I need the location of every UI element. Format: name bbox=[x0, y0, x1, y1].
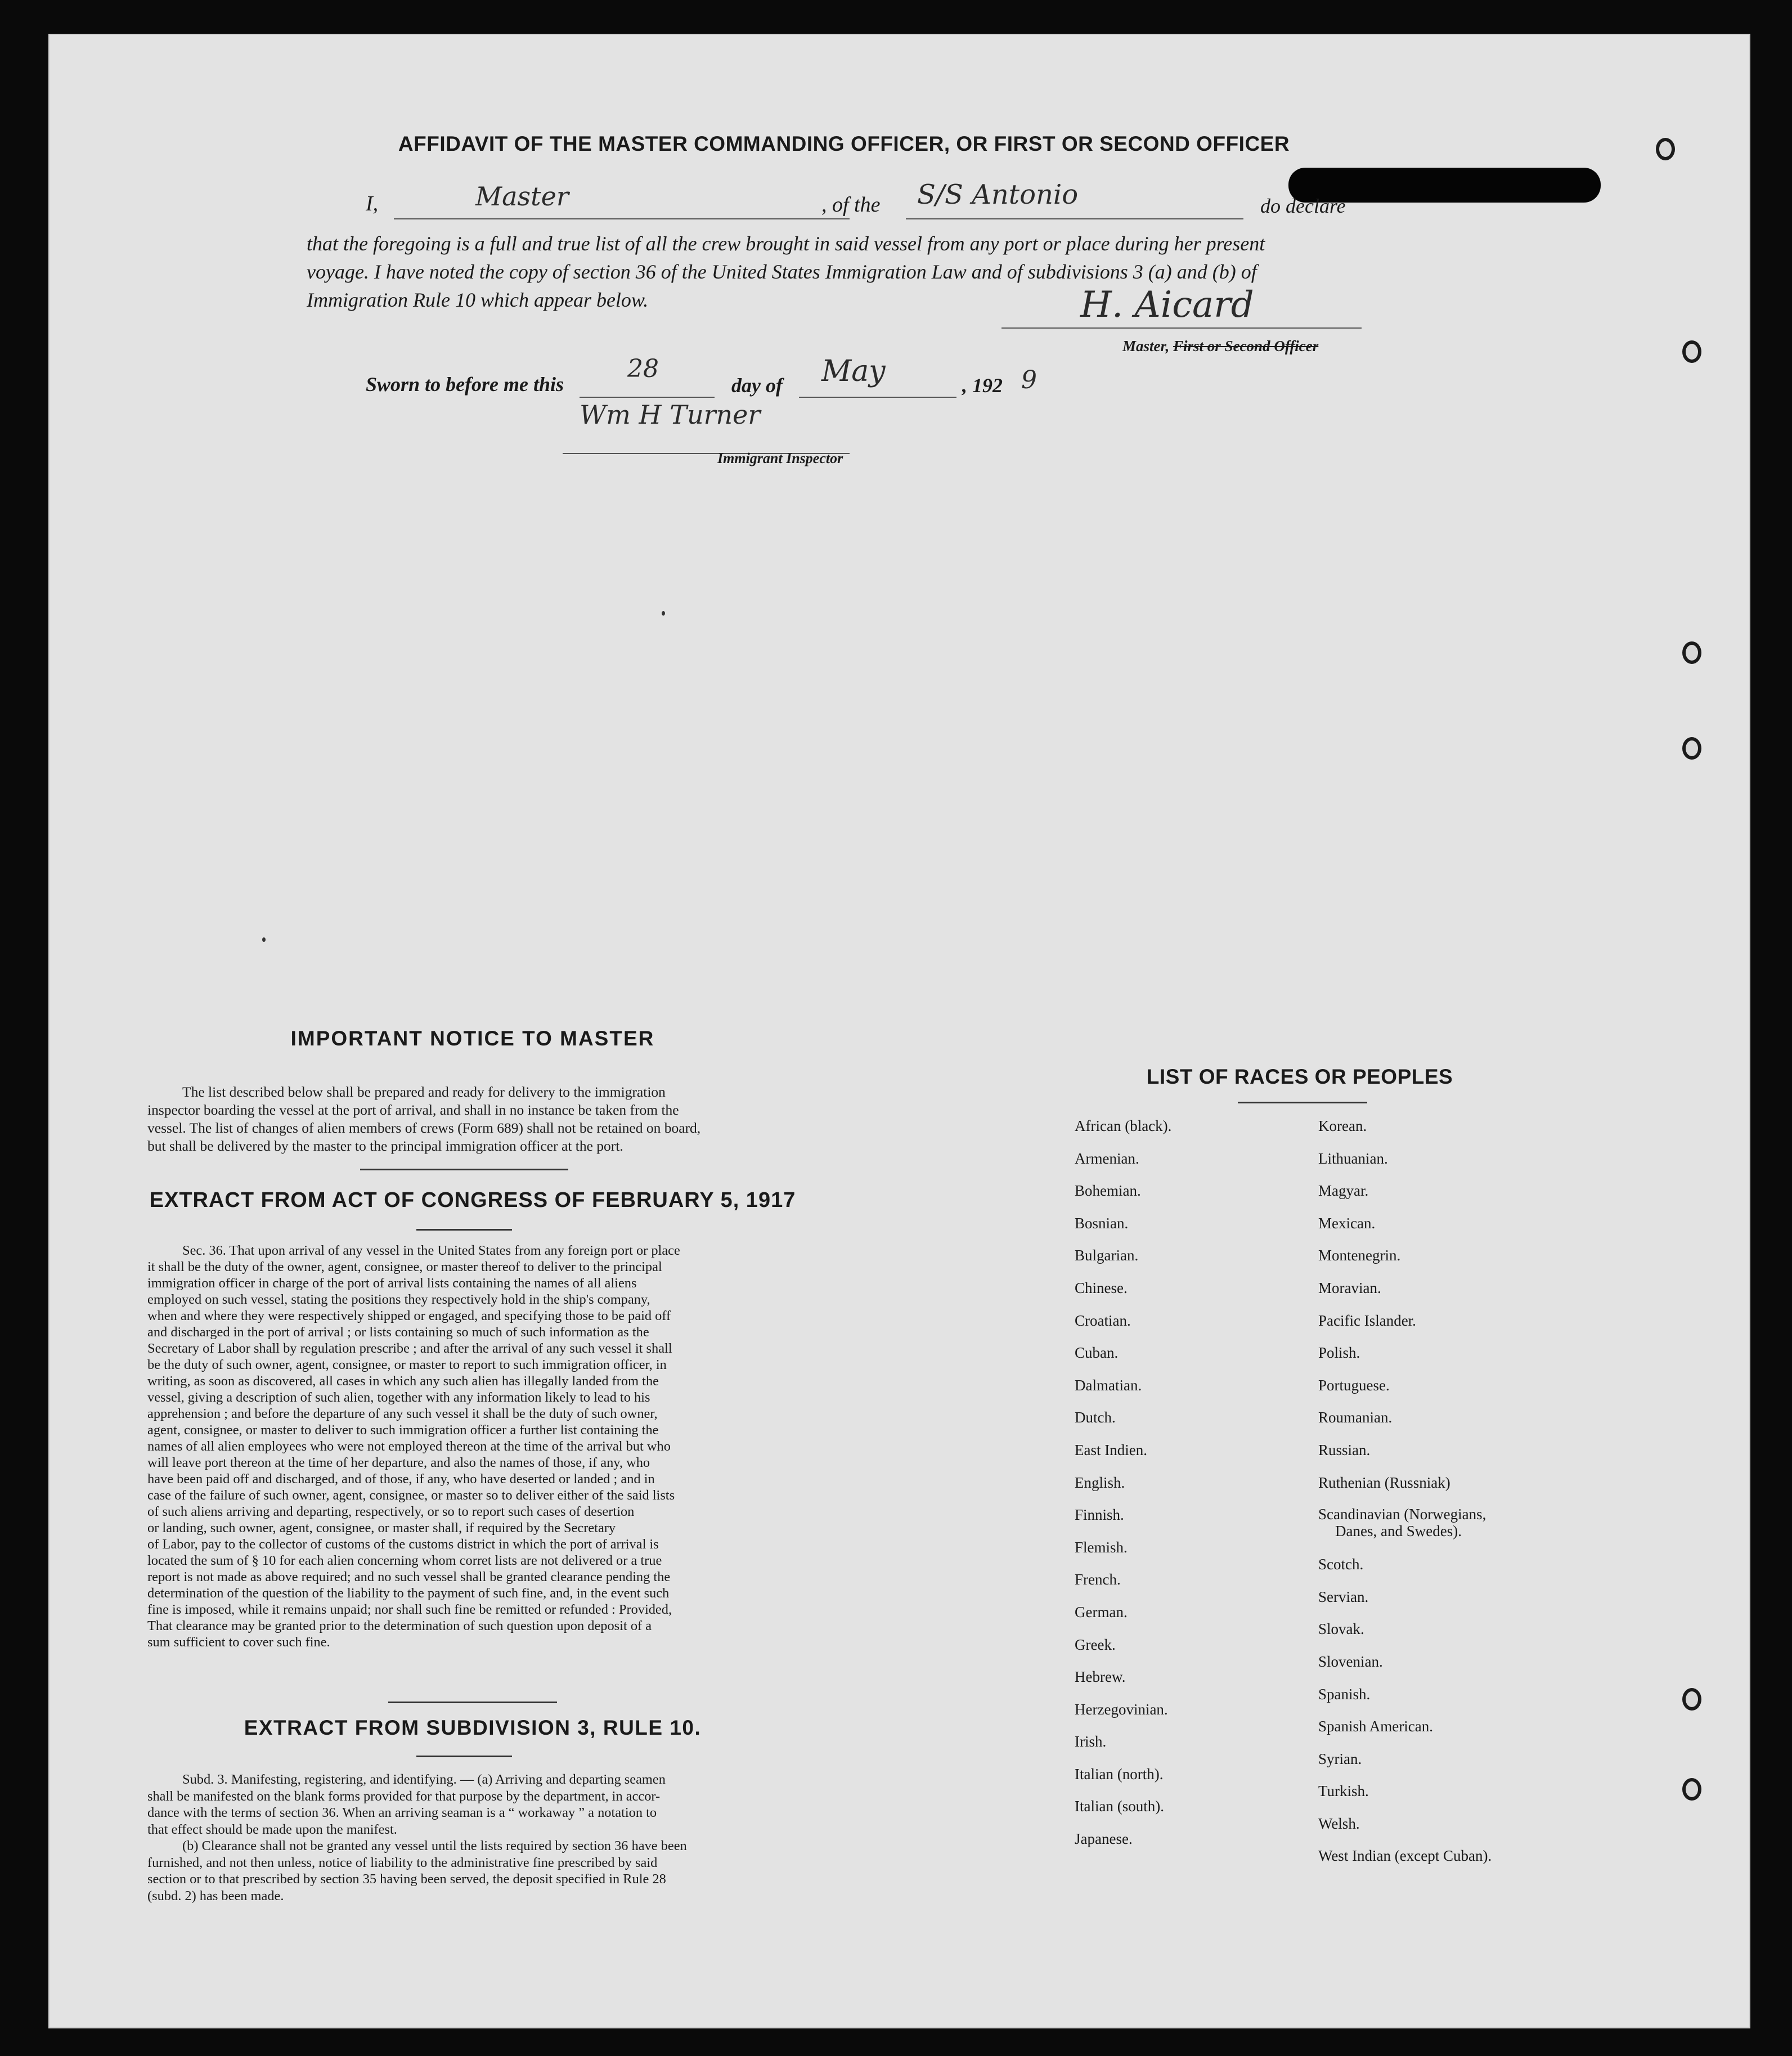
race-item: French. bbox=[1075, 1571, 1121, 1588]
race-item: Slovenian. bbox=[1318, 1653, 1383, 1670]
signature-underline bbox=[1001, 327, 1362, 329]
rule-extract-title: EXTRACT FROM SUBDIVISION 3, RULE 10. bbox=[244, 1716, 702, 1739]
rule-line: (b) Clearance shall not be granted any vessel until the lists required by section 36 have been bbox=[182, 1838, 687, 1853]
officer-label-master: Master, bbox=[1122, 338, 1170, 354]
officer-label-struck: First or Second Officer bbox=[1173, 338, 1319, 354]
act-line: fine is imposed, while it remains unpaid; nor shall such fine be remitted or refunded : Provided, bbox=[147, 1602, 672, 1617]
race-item: Moravian. bbox=[1318, 1279, 1381, 1296]
rule-line: furnished, and not then unless, notice of liability to the administrative fine prescribed by said bbox=[147, 1855, 658, 1870]
paper-speck bbox=[262, 937, 266, 942]
affidavit-i-label: I, bbox=[366, 192, 379, 216]
race-item: Portuguese. bbox=[1318, 1376, 1390, 1394]
rule-line: Subd. 3. Manifesting, registering, and identifying. — (a) Arriving and departing seamen bbox=[182, 1772, 666, 1787]
notice-line: vessel. The list of changes of alien members of crews (Form 689) shall not be retained on board, bbox=[147, 1120, 701, 1136]
vessel-underline bbox=[906, 218, 1243, 219]
race-item: West Indian (except Cuban). bbox=[1318, 1847, 1492, 1865]
act-extract-title: EXTRACT FROM ACT OF CONGRESS OF FEBRUARY 5, 1917 bbox=[149, 1188, 796, 1212]
affidavit-line-2: voyage. I have noted the copy of section 36 of the United States Immigration Law and of subdivisions 3 (a) and (b) of bbox=[307, 261, 1257, 283]
act-line: employed on such vessel, stating the positions they respectively hold in the ship's company, bbox=[147, 1292, 650, 1307]
race-item: Finnish. bbox=[1075, 1506, 1124, 1524]
race-item: Lithuanian. bbox=[1318, 1150, 1388, 1167]
race-item: Dutch. bbox=[1075, 1409, 1116, 1426]
act-line: report is not made as above required; and no such vessel shall be granted clearance pending the bbox=[147, 1569, 671, 1584]
rule-extract-text bbox=[147, 1771, 789, 1904]
name-underline bbox=[394, 218, 850, 219]
paper-speck bbox=[662, 611, 665, 616]
year-prefix: , 192 bbox=[962, 374, 1003, 397]
act-extract-text bbox=[147, 1242, 789, 1650]
race-item: Mexican. bbox=[1318, 1214, 1376, 1232]
race-item: Servian. bbox=[1318, 1588, 1369, 1605]
race-item: Ruthenian (Russniak) bbox=[1318, 1474, 1450, 1491]
year-handwritten: 9 bbox=[1021, 366, 1037, 394]
master-signature: H. Aicard bbox=[1080, 284, 1254, 326]
race-item: Herzegovinian. bbox=[1075, 1700, 1168, 1718]
notice-text bbox=[147, 1083, 786, 1155]
race-item: German. bbox=[1075, 1603, 1128, 1620]
officer-title bbox=[1122, 338, 1318, 355]
race-item: Syrian. bbox=[1318, 1750, 1362, 1767]
race-item: Welsh. bbox=[1318, 1815, 1360, 1832]
act-line: and discharged in the port of arrival ; or lists containing so much of such information as the bbox=[147, 1325, 649, 1340]
act-line: be the duty of such owner, agent, consignee, or master to report to such immigration officer, in bbox=[147, 1357, 667, 1372]
races-column-2 bbox=[1318, 1110, 1583, 1873]
month-underline bbox=[799, 397, 956, 398]
inspector-label: Immigrant Inspector bbox=[717, 450, 843, 466]
race-item: Flemish. bbox=[1075, 1538, 1128, 1556]
races-title: LIST OF RACES OR PEOPLES bbox=[1146, 1065, 1453, 1088]
divider bbox=[388, 1702, 557, 1703]
divider bbox=[416, 1756, 512, 1757]
race-item: Montenegrin. bbox=[1318, 1247, 1401, 1264]
race-item: Chinese. bbox=[1075, 1279, 1128, 1296]
race-item: Korean. bbox=[1318, 1117, 1367, 1134]
race-item: Slovak. bbox=[1318, 1620, 1364, 1638]
act-line: sum sufficient to cover such fine. bbox=[147, 1635, 330, 1650]
divider bbox=[360, 1169, 568, 1170]
binder-hole-4 bbox=[1682, 737, 1701, 760]
act-line: That clearance may be granted prior to the determination of such question upon deposit of a bbox=[147, 1618, 652, 1633]
race-item: Magyar. bbox=[1318, 1182, 1369, 1200]
race-item: Dalmatian. bbox=[1075, 1376, 1142, 1394]
sworn-label: Sworn to before me this bbox=[366, 373, 564, 396]
race-item: East Indien. bbox=[1075, 1441, 1147, 1458]
notice-line: inspector boarding the vessel at the port of arrival, and shall in no instance be taken from the bbox=[147, 1102, 679, 1118]
affidavit-line-1: that the foregoing is a full and true list of all the crew brought in said vessel from any port or place during her present bbox=[307, 232, 1265, 255]
races-column-1 bbox=[1075, 1110, 1300, 1856]
race-item: Polish. bbox=[1318, 1344, 1360, 1362]
divider bbox=[1238, 1102, 1367, 1103]
divider bbox=[416, 1229, 512, 1231]
binder-hole-3 bbox=[1682, 641, 1701, 664]
act-line: writing, as soon as discovered, all cases in which any such alien has illegally landed from the bbox=[147, 1373, 659, 1389]
affidavit-title: AFFIDAVIT OF THE MASTER COMMANDING OFFICER, OR FIRST OR SECOND OFFICER bbox=[398, 132, 1290, 155]
rule-line: section or to that prescribed by section 35 having been served, the deposit specified in Rule 28 bbox=[147, 1871, 666, 1887]
race-item: African (black). bbox=[1075, 1117, 1172, 1134]
binder-hole-6 bbox=[1682, 1778, 1701, 1801]
race-item: Bulgarian. bbox=[1075, 1247, 1139, 1264]
of-the-label: , of the bbox=[821, 193, 881, 217]
race-item: Pacific Islander. bbox=[1318, 1312, 1416, 1329]
race-item-continued: Danes, and Swedes). bbox=[1335, 1523, 1462, 1540]
race-item: Bosnian. bbox=[1075, 1214, 1129, 1232]
master-name-handwritten: Master bbox=[475, 181, 569, 212]
race-item: Cuban. bbox=[1075, 1344, 1119, 1362]
act-line: of such aliens arriving and departing, respectively, or so to report such cases of desertion bbox=[147, 1504, 635, 1519]
act-line: determination of the question of the liability to the payment of such fine, and, in the event such bbox=[147, 1586, 670, 1601]
race-item: Croatian. bbox=[1075, 1312, 1131, 1329]
day-of-label: day of bbox=[731, 374, 783, 397]
race-item: Spanish. bbox=[1318, 1685, 1371, 1703]
rule-line: dance with the terms of section 36. When an arriving seaman is a “ workaway ” a notation to bbox=[147, 1805, 657, 1820]
rule-line: shall be manifested on the blank forms provided for that purpose by the department, in accor- bbox=[147, 1788, 661, 1804]
binder-hole-5 bbox=[1682, 1688, 1701, 1711]
rule-line: (subd. 2) has been made. bbox=[147, 1888, 284, 1904]
race-item: Irish. bbox=[1075, 1733, 1107, 1750]
notice-title: IMPORTANT NOTICE TO MASTER bbox=[290, 1027, 655, 1050]
act-line: will leave port thereon at the time of her departure, and also the names of those, if any, who bbox=[147, 1455, 650, 1470]
act-line: or landing, such owner, agent, consignee, or master shall, if required by the Secretary bbox=[147, 1520, 616, 1536]
act-line: agent, consignee, or master to deliver to such immigration officer a further list containing the bbox=[147, 1422, 659, 1438]
race-item: Greek. bbox=[1075, 1636, 1116, 1653]
race-item: Turkish. bbox=[1318, 1783, 1369, 1800]
race-item: Spanish American. bbox=[1318, 1718, 1433, 1735]
sworn-day-handwritten: 28 bbox=[627, 354, 659, 383]
sworn-month-handwritten: May bbox=[821, 354, 886, 388]
vessel-name-handwritten: S/S Antonio bbox=[917, 179, 1079, 210]
binder-hole-2 bbox=[1682, 340, 1701, 363]
rule-line: that effect should be made upon the manifest. bbox=[147, 1821, 397, 1837]
act-line: Sec. 36. That upon arrival of any vessel in the United States from any foreign port or place bbox=[182, 1243, 680, 1258]
act-line: of Labor, pay to the collector of customs of the customs district in which the port of arrival is bbox=[147, 1537, 659, 1552]
act-line: immigration officer in charge of the port of arrival lists containing the names of all aliens bbox=[147, 1276, 637, 1291]
race-item: Japanese. bbox=[1075, 1830, 1133, 1848]
notice-line: but shall be delivered by the master to the principal immigration officer at the port. bbox=[147, 1138, 623, 1154]
race-item: Russian. bbox=[1318, 1441, 1371, 1458]
act-line: it shall be the duty of the owner, agent, consignee, or master thereof to deliver to the principal bbox=[147, 1259, 662, 1274]
act-line: located the sum of § 10 for each alien concerning whom corret lists are not delivered or a true bbox=[147, 1553, 662, 1568]
race-item: English. bbox=[1075, 1474, 1125, 1491]
binder-hole-1 bbox=[1656, 138, 1675, 160]
race-item: Italian (north). bbox=[1075, 1765, 1164, 1783]
inspector-signature: Wm H Turner bbox=[580, 399, 761, 430]
act-line: apprehension ; and before the departure of any such vessel it shall be the duty of such owner, bbox=[147, 1406, 658, 1421]
act-line: names of all alien employees who were not employed thereon at the time of the arrival but who bbox=[147, 1439, 671, 1454]
race-item: Scandinavian (Norwegians, bbox=[1318, 1506, 1486, 1523]
notice-line: The list described below shall be prepared and ready for delivery to the immigration bbox=[182, 1084, 666, 1100]
affidavit-line-3: Immigration Rule 10 which appear below. bbox=[307, 289, 649, 311]
race-item: Scotch. bbox=[1318, 1556, 1364, 1573]
race-item: Armenian. bbox=[1075, 1150, 1139, 1167]
act-line: case of the failure of such owner, agent, consignee, or master so to deliver either of the said lists bbox=[147, 1488, 675, 1503]
race-item: Bohemian. bbox=[1075, 1182, 1141, 1200]
race-item: Hebrew. bbox=[1075, 1668, 1126, 1686]
day-underline bbox=[580, 397, 715, 398]
do-declare-label: do declare bbox=[1260, 195, 1346, 217]
race-item: Roumanian. bbox=[1318, 1409, 1393, 1426]
act-line: when and where they were respectively shipped or engaged, and specifying those to be paid off bbox=[147, 1308, 671, 1323]
race-item: Italian (south). bbox=[1075, 1798, 1164, 1815]
act-line: have been paid off and discharged, and of those, if any, who have deserted or landed ; and in bbox=[147, 1471, 655, 1487]
act-line: Secretary of Labor shall by regulation prescribe ; and after the arrival of any such vessel it shall bbox=[147, 1341, 672, 1356]
act-line: vessel, giving a description of such alien, together with any information likely to lead to his bbox=[147, 1390, 650, 1405]
